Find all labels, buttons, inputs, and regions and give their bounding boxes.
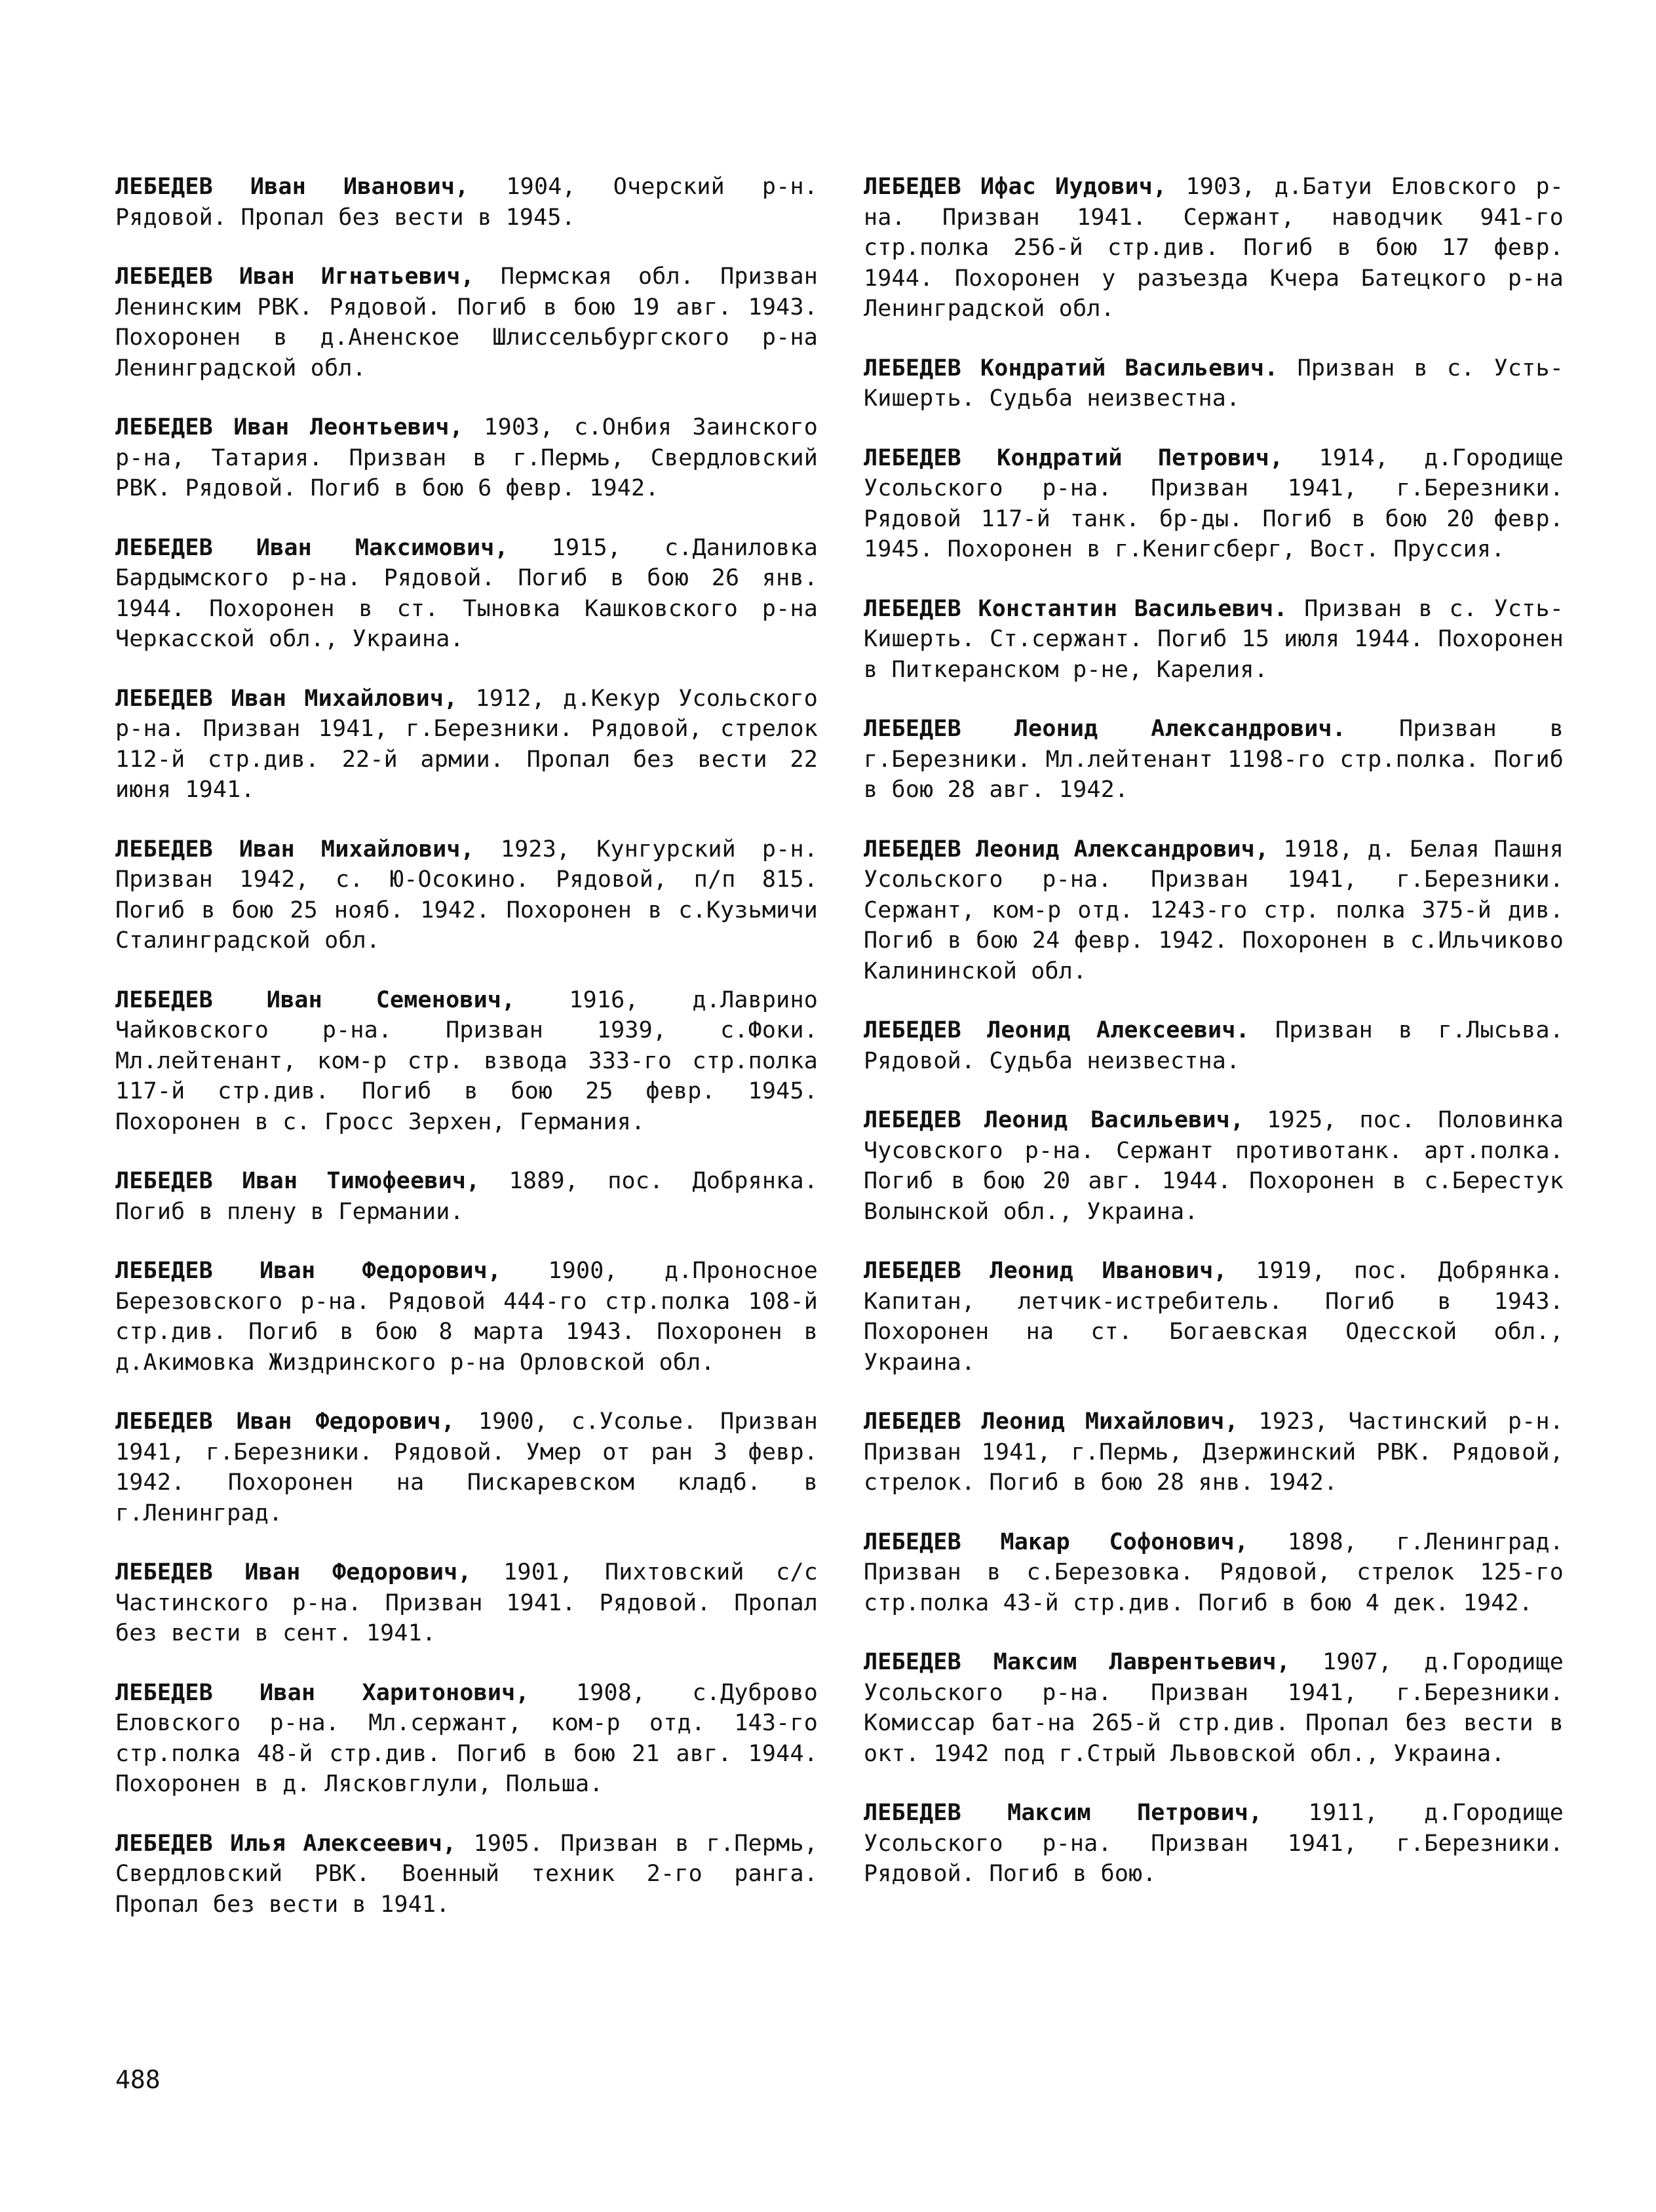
entry-text: Призван в г.Лысьва. Рядовой. Судьба неизвестна. [864,1017,1564,1074]
entry [115,1678,818,1800]
entry-text: 1918, д. Белая Пашня Усольского р-на. Призван 1941, г.Березники. Сержант, ком-р отд. 1243-го стр. полка 375-й див. Погиб в бою 24 февр. 1942. Похоронен в с.Ильчиково Калининской обл. [864,836,1564,984]
entry-text: 1923, Частинский р-н. Призван 1941, г.Пермь, Дзержинский РВК. Рядовой, стрелок. Погиб в бою 28 янв. 1942. [864,1408,1564,1496]
entry-name: ЛЕБЕДЕВ Леонид Васильевич, [864,1107,1244,1133]
entry [115,533,818,655]
entry-text: 1923, Кунгурский р-н. Призван 1942, с. Ю-Осокино. Рядовой, п/п 815. Погиб в бою 25 нояб. 1942. Похоронен в с.Кузьмичи Сталинградской обл. [115,836,818,954]
entry [864,594,1564,686]
entry-text: 1916, д.Лаврино Чайковского р-на. Призван 1939, с.Фоки. Мл.лейтенант, ком-р стр. взвода 333-го стр.полка 117-й стр.див. Погиб в бою 25 февр. 1945. Похоронен в с. Гросс Зерхен, Германия. [115,986,818,1135]
entry-text: 1907, д.Городище Усольского р-на. Призван 1941, г.Березники. Комиссар бат-на 265-й стр.див. Пропал без вести в окт. 1942 под г.Стрый Львовской обл., Украина. [864,1649,1564,1767]
entry-text: 1908, с.Дуброво Еловского р-на. Мл.сержант, ком-р отд. 143-го стр.полка 48-й стр.див. Погиб в бою 21 авг. 1944. Похоронен в д. Лясковглули, Польша. [115,1679,818,1797]
entry-text: 1900, с.Усолье. Призван 1941, г.Березники. Рядовой. Умер от ран 3 февр. 1942. Похоронен на Пискаревском кладб. в г.Ленинград. [115,1408,818,1526]
entry [115,834,818,956]
entry [115,684,818,805]
entry [864,1798,1564,1890]
entry [864,443,1564,565]
entry-text: 1911, д.Городище Усольского р-на. Призван 1941, г.Березники. Рядовой. Погиб в бою. [864,1800,1564,1887]
entry-name: ЛЕБЕДЕВ Иван Иванович, [115,174,469,200]
entry-text: 1901, Пихтовский с/с Частинского р-на. Призван 1941. Рядовой. Пропал без вести в сент. 1941. [115,1559,818,1646]
entry-name: ЛЕБЕДЕВ Иван Тимофеевич, [115,1168,480,1194]
entry-name: ЛЕБЕДЕВ Иван Харитонович, [115,1679,530,1706]
entry-name: ЛЕБЕДЕВ Иван Федорович, [115,1559,472,1585]
entry-text: 1914, д.Городище Усольского р-на. Призван 1941, г.Березники. Рядовой 117-й танк. бр-ды. Погиб в бою 20 февр. 1945. Похоронен в г.Кенигсберг, Вост. Пруссия. [864,444,1564,562]
entry-name: ЛЕБЕДЕВ Иван Игнатьевич, [115,263,474,290]
entry-name: ЛЕБЕДЕВ Ифас Иудович, [864,174,1167,200]
entry [864,1647,1564,1769]
entry-name: ЛЕБЕДЕВ Иван Семенович, [115,986,516,1013]
entry-name: ЛЕБЕДЕВ Леонид Александрович, [864,836,1269,863]
entry-text: 1904, Очерский р-н. Рядовой. Пропал без вести в 1945. [115,174,818,231]
entry-name: ЛЕБЕДЕВ Максим Петрович, [864,1800,1263,1826]
entry [115,985,818,1138]
entry-text: 1898, г.Ленинград. Призван в с.Березовка. Рядовой, стрелок 125-го стр.полка 43-й стр.див. Погиб в бою 4 дек. 1942. [864,1528,1564,1616]
entry-name: ЛЕБЕДЕВ Леонид Иванович, [864,1258,1227,1284]
entry-name: ЛЕБЕДЕВ Кондратий Васильевич. [864,355,1279,381]
entry [115,1256,818,1378]
entry [115,1557,818,1649]
entry-name: ЛЕБЕДЕВ Кондратий Петрович, [864,444,1284,471]
entry-text: 1912, д.Кекур Усольского р-на. Призван 1941, г.Березники. Рядовой, стрелок 112-й стр.див. 22-й армии. Пропал без вести 22 июня 1941. [115,685,818,803]
entry [115,172,818,233]
entry-name: ЛЕБЕДЕВ Максим Лаврентьевич, [864,1649,1290,1675]
entry-text: 1915, с.Даниловка Бардымского р-на. Рядовой. Погиб в бою 26 янв. 1944. Похоронен в ст. Тыновка Кашковского р-на Черкасской обл., Украина. [115,534,818,652]
entry-text: Призван в с. Усть-Кишерть. Судьба неизвестна. [864,355,1564,412]
right-column [864,172,1564,1918]
entry [864,1015,1564,1076]
entry-text: 1903, д.Батуи Еловского р-на. Призван 1941. Сержант, наводчик 941-го стр.полка 256-й стр.див. Погиб в бою 17 февр. 1944. Похоронен у разъезда Кчера Батецкого р-на Ленинградской обл. [864,174,1564,322]
entry [864,714,1564,805]
entry-name: ЛЕБЕДЕВ Иван Леонтьевич, [115,414,463,440]
entry [115,262,818,383]
entry-text: 1889, пос. Добрянка. Погиб в плену в Германии. [115,1168,818,1225]
entry-name: ЛЕБЕДЕВ Константин Васильевич. [864,595,1288,622]
entry-name: ЛЕБЕДЕВ Макар Софонович, [864,1528,1249,1555]
entry [115,1407,818,1528]
entry-name: ЛЕБЕДЕВ Иван Михайлович, [115,836,474,863]
entry [864,1527,1564,1619]
entry-text: 1919, пос. Добрянка. Капитан, летчик-истребитель. Погиб в 1943. Похоронен на ст. Богаевская Одесской обл., Украина. [864,1258,1564,1376]
entry-text: Пермская обл. Призван Ленинским РВК. Рядовой. Погиб в бою 19 авг. 1943. Похоронен в д.Аненское Шлиссельбургского р-на Ленинградской обл. [115,263,818,381]
entry-name: ЛЕБЕДЕВ Иван Максимович, [115,534,509,561]
entry-name: ЛЕБЕДЕВ Иван Федорович, [115,1408,455,1435]
entry [864,353,1564,414]
entry-text: 1925, пос. Половинка Чусовского р-на. Сержант противотанк. арт.полка. Погиб в бою 20 авг. 1944. Похоронен в с.Берестук Волынской обл., Украина. [864,1107,1564,1225]
entry [864,834,1564,987]
entry [864,1256,1564,1378]
entry-text: 1903, с.Онбия Заинского р-на, Татария. Призван в г.Пермь, Свердловский РВК. Рядовой. Погиб в бою 6 февр. 1942. [115,414,818,501]
entry [864,1407,1564,1498]
entry-text: Призван в г.Березники. Мл.лейтенант 1198-го стр.полка. Погиб в бою 28 авг. 1942. [864,716,1564,803]
entry [864,1105,1564,1227]
entry [115,1166,818,1227]
page-number: 488 [115,2065,161,2094]
entry-name: ЛЕБЕДЕВ Леонид Алексеевич. [864,1017,1250,1043]
entry-name: ЛЕБЕДЕВ Илья Алексеевич, [115,1830,457,1857]
entry [864,172,1564,324]
entry-name: ЛЕБЕДЕВ Иван Федорович, [115,1258,502,1284]
entry [115,412,818,504]
entry-name: ЛЕБЕДЕВ Иван Михайлович, [115,685,458,712]
entry-text: Призван в с. Усть-Кишерть. Ст.сержант. Погиб 15 июля 1944. Похоронен в Питкеранском р-не, Карелия. [864,595,1564,683]
left-column [115,172,818,1949]
entry-name: ЛЕБЕДЕВ Леонид Михайлович, [864,1408,1239,1435]
entry-text: 1905. Призван в г.Пермь, Свердловский РВК. Военный техник 2-го ранга. Пропал без вести в 1941. [115,1830,818,1918]
entry-name: ЛЕБЕДЕВ Леонид Александрович. [864,716,1347,742]
entry-text: 1900, д.Проносное Березовского р-на. Рядовой 444-го стр.полка 108-й стр.див. Погиб в бою 8 марта 1943. Похоронен в д.Акимовка Жиздринского р-на Орловской обл. [115,1258,818,1376]
entry [115,1829,818,1920]
